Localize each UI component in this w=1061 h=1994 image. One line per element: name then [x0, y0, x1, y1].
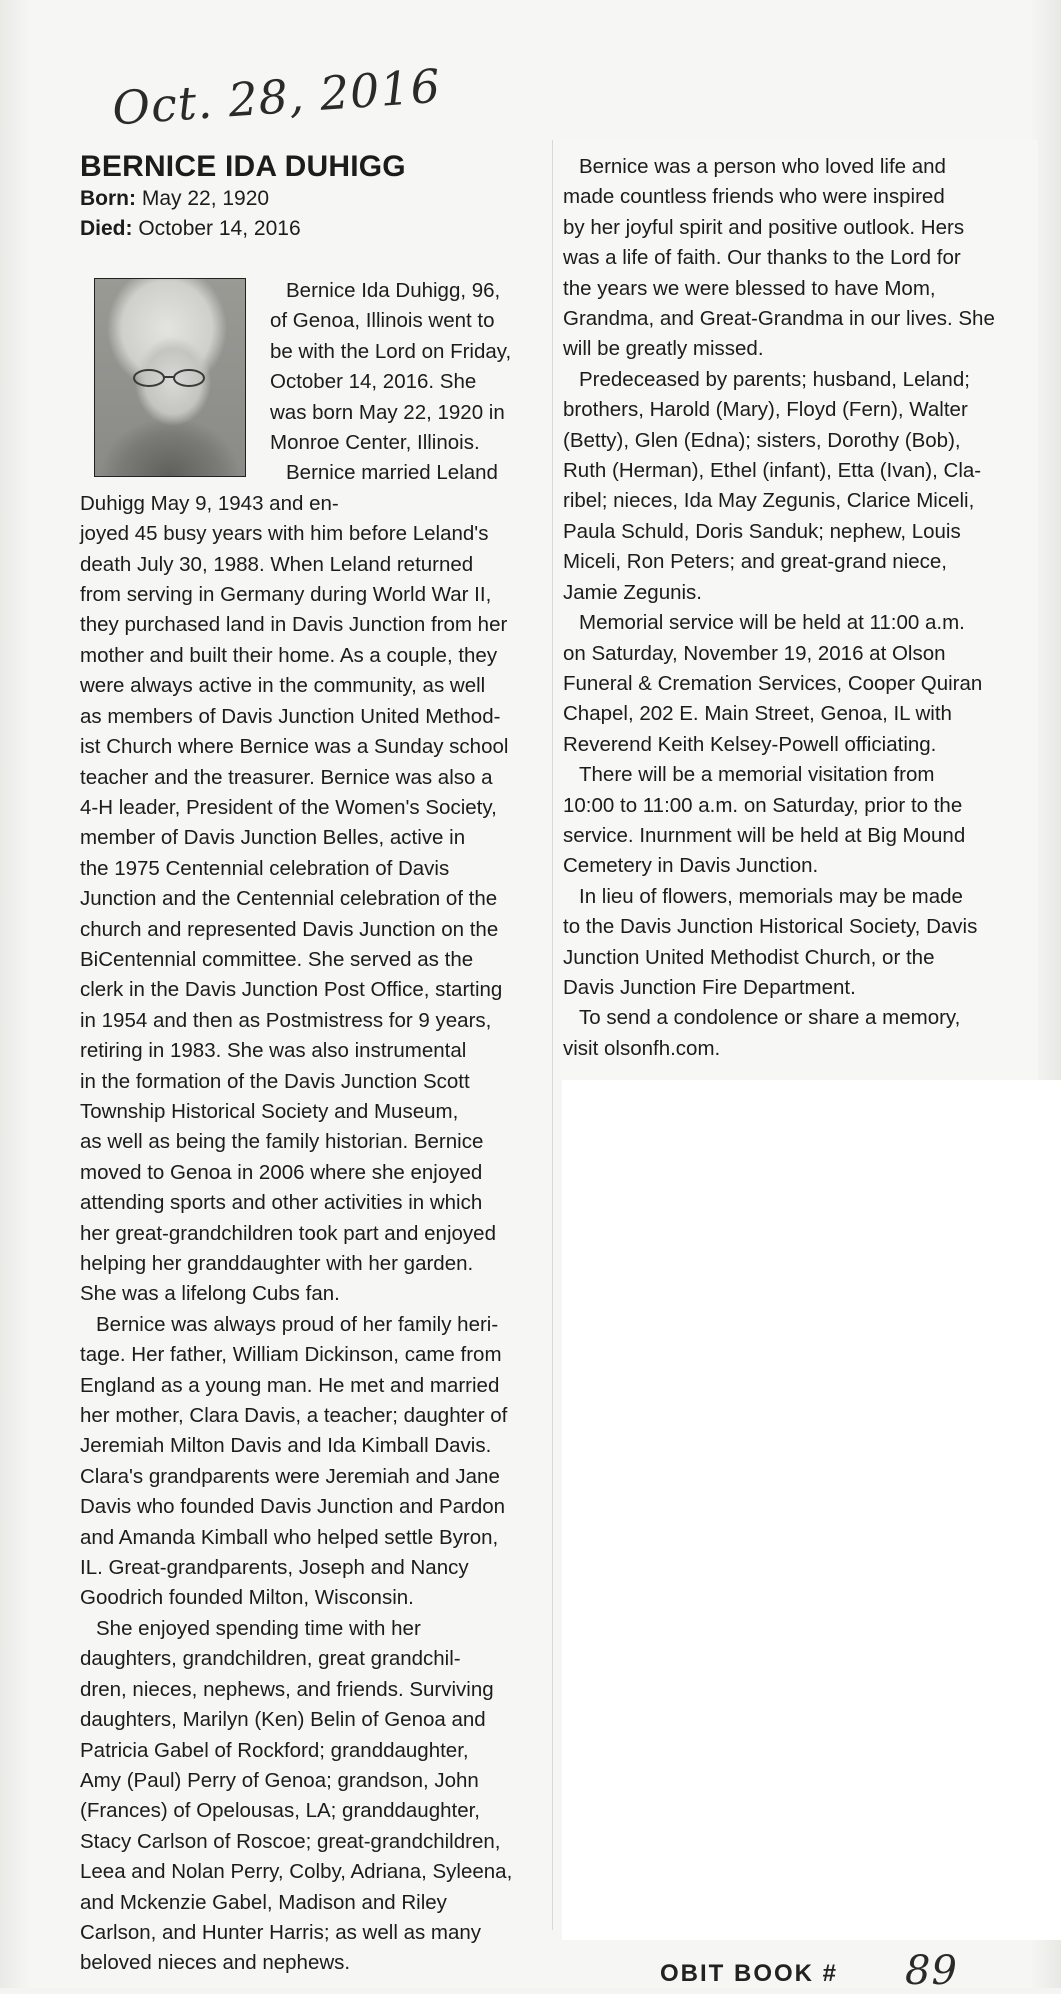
text-line: on Saturday, November 19, 2016 at Olson — [563, 641, 946, 665]
died-date: October 14, 2016 — [138, 217, 301, 240]
text-line: Bernice Ida Duhigg, 96, — [286, 279, 501, 302]
born-line — [80, 184, 540, 214]
text-line: as members of Davis Junction United Method- — [80, 704, 501, 728]
handwritten-date: Oct. 28, 2016 — [110, 58, 443, 136]
text-line: moved to Genoa in 2006 where she enjoyed — [80, 1160, 483, 1184]
text-line: joyed 45 busy years with him before Leland's — [80, 522, 489, 546]
text-line: Davis Junction Fire Department. — [563, 975, 856, 999]
text-line: visit olsonfh.com. — [563, 1036, 721, 1060]
text-line: were always active in the community, as well — [80, 674, 486, 698]
text-line: her great-grandchildren took part and enjoyed — [80, 1221, 496, 1245]
text-line: Chapel, 202 E. Main Street, Genoa, IL with — [563, 702, 952, 726]
text-line: (Betty), Glen (Edna); sisters, Dorothy (Bob), — [563, 428, 961, 452]
text-line: 10:00 to 11:00 a.m. on Saturday, prior to the — [563, 793, 963, 817]
text-line: they purchased land in Davis Junction from her — [80, 613, 508, 637]
text-line: Jeremiah Milton Davis and Ida Kimball Davis. — [80, 1434, 492, 1458]
text-line: Junction and the Centennial celebration of the — [80, 887, 498, 911]
obit-book-label: OBIT BOOK # — [660, 1960, 839, 1987]
text-line: her mother, Clara Davis, a teacher; daughter of — [80, 1404, 508, 1428]
text-line: will be greatly missed. — [563, 337, 764, 361]
text-line: retiring in 1983. She was also instrumental — [80, 1039, 467, 1063]
text-line: Cemetery in Davis Junction. — [563, 854, 819, 878]
text-line: Leea and Nolan Perry, Colby, Adriana, Syleena, — [80, 1860, 513, 1884]
text-line: the 1975 Centennial celebration of Davis — [80, 856, 450, 880]
text-line: October 14, 2016. She — [270, 370, 477, 394]
text-line: Patricia Gabel of Rockford; granddaughter, — [80, 1738, 469, 1762]
text-line: and Mckenzie Gabel, Madison and Riley — [80, 1890, 447, 1914]
text-line: dren, nieces, nephews, and friends. Surviving — [80, 1677, 494, 1701]
text-line: Monroe Center, Illinois. — [270, 431, 480, 455]
text-line: England as a young man. He met and married — [80, 1373, 500, 1397]
text-line: She was a lifelong Cubs fan. — [80, 1282, 340, 1306]
text-line: mother and built their home. As a couple, they — [80, 643, 498, 667]
spacer — [80, 244, 540, 276]
column-divider — [552, 140, 553, 1930]
text-line: daughters, Marilyn (Ken) Belin of Genoa and — [80, 1708, 486, 1732]
text-line: of Genoa, Illinois went to — [270, 309, 495, 333]
text-line: brothers, Harold (Mary), Floyd (Fern), Walter — [563, 398, 968, 422]
obituary-body-right — [563, 152, 1023, 1064]
text-line: Township Historical Society and Museum, — [80, 1099, 459, 1123]
glasses-icon — [131, 367, 209, 389]
text-line: was born May 22, 1920 in — [270, 400, 505, 424]
text-line: To send a condolence or share a memory, — [579, 1006, 961, 1030]
handwritten-page-number: 89 — [905, 1948, 958, 1994]
text-line: in 1954 and then as Postmistress for 9 years, — [80, 1008, 492, 1032]
text-line: ribel; nieces, Ida May Zegunis, Clarice Miceli, — [563, 489, 975, 513]
text-line: ist Church where Bernice was a Sunday school — [80, 735, 509, 759]
text-line: daughters, grandchildren, great grandchil- — [80, 1647, 461, 1671]
text-line: the years we were blessed to have Mom, — [563, 276, 936, 300]
text-line: Reverend Keith Kelsey-Powell officiating. — [563, 732, 937, 756]
text-line: Bernice was always proud of her family heri- — [96, 1312, 499, 1336]
text-line: Carlson, and Hunter Harris; as well as many — [80, 1920, 482, 1944]
born-label: Born: — [80, 187, 136, 210]
text-line: 4-H leader, President of the Women's Society, — [80, 795, 497, 819]
text-line: attending sports and other activities in which — [80, 1191, 483, 1215]
text-line: member of Davis Junction Belles, active in — [80, 826, 466, 850]
text-line: tage. Her father, William Dickinson, came from — [80, 1343, 502, 1367]
text-line: Duhigg May 9, 1943 and en- — [80, 491, 339, 515]
text-beside-photo — [270, 276, 540, 489]
right-column — [563, 152, 1023, 1064]
text-line: Bernice married Leland — [286, 461, 498, 485]
text-line: Miceli, Ron Peters; and great-grand niece, — [563, 550, 948, 574]
text-line: (Frances) of Opelousas, LA; granddaughter, — [80, 1799, 480, 1823]
text-line: In lieu of flowers, memorials may be made — [579, 884, 963, 908]
text-line: from serving in Germany during World War II, — [80, 583, 492, 607]
text-line: Paula Schuld, Doris Sanduk; nephew, Louis — [563, 519, 961, 543]
text-line: Junction United Methodist Church, or the — [563, 945, 935, 969]
text-line: teacher and the treasurer. Bernice was also a — [80, 765, 493, 789]
text-line: Goodrich founded Milton, Wisconsin. — [80, 1586, 414, 1610]
text-line: service. Inurnment will be held at Big Mound — [563, 823, 966, 847]
text-line: Bernice was a person who loved life and — [579, 155, 946, 178]
text-line: as well as being the family historian. Bernice — [80, 1130, 484, 1154]
text-line: Davis who founded Davis Junction and Pardon — [80, 1495, 506, 1519]
text-line: to the Davis Junction Historical Society, Davis — [563, 915, 978, 939]
text-line: Predeceased by parents; husband, Leland; — [579, 367, 970, 391]
text-line: She enjoyed spending time with her — [96, 1616, 421, 1640]
blank-area — [562, 1080, 1061, 1940]
text-line: beloved nieces and nephews. — [80, 1951, 351, 1975]
text-line: in the formation of the Davis Junction Scott — [80, 1069, 470, 1093]
died-line — [80, 214, 540, 244]
born-date: May 22, 1920 — [141, 187, 270, 210]
text-line: made countless friends who were inspired — [563, 185, 945, 209]
text-below-photo — [80, 489, 540, 1979]
text-line: BiCentennial committee. She served as the — [80, 947, 474, 971]
text-line: Jamie Zegunis. — [563, 580, 703, 604]
portrait-photo — [94, 278, 246, 477]
text-line: IL. Great-grandparents, Joseph and Nancy — [80, 1556, 469, 1580]
text-line: death July 30, 1988. When Leland returned — [80, 552, 474, 576]
text-line: Memorial service will be held at 11:00 a.m. — [579, 611, 965, 635]
text-line: Ruth (Herman), Ethel (infant), Etta (Ivan), Cla- — [563, 459, 982, 483]
text-line: church and represented Davis Junction on the — [80, 917, 499, 941]
obituary-name: BERNICE IDA DUHIGG — [80, 150, 406, 183]
text-line: clerk in the Davis Junction Post Office, starting — [80, 978, 503, 1002]
obituary-body-left — [80, 276, 540, 1979]
text-line: Amy (Paul) Perry of Genoa; grandson, John — [80, 1768, 479, 1792]
text-line: Grandma, and Great-Grandma in our lives. She — [563, 307, 995, 331]
text-line: by her joyful spirit and positive outlook. Hers — [563, 215, 965, 239]
text-line: Funeral & Cremation Services, Cooper Quiran — [563, 671, 983, 695]
text-line: and Amanda Kimball who helped settle Byron, — [80, 1525, 499, 1549]
text-line: was a life of faith. Our thanks to the Lord for — [563, 246, 961, 270]
text-line: be with the Lord on Friday, — [270, 339, 512, 363]
died-label: Died: — [80, 217, 133, 240]
text-line: There will be a memorial visitation from — [579, 763, 935, 787]
text-line: Stacy Carlson of Roscoe; great-grandchildren, — [80, 1829, 501, 1853]
text-line: helping her granddaughter with her garden. — [80, 1252, 474, 1275]
text-line: Clara's grandparents were Jeremiah and Jane — [80, 1464, 500, 1488]
